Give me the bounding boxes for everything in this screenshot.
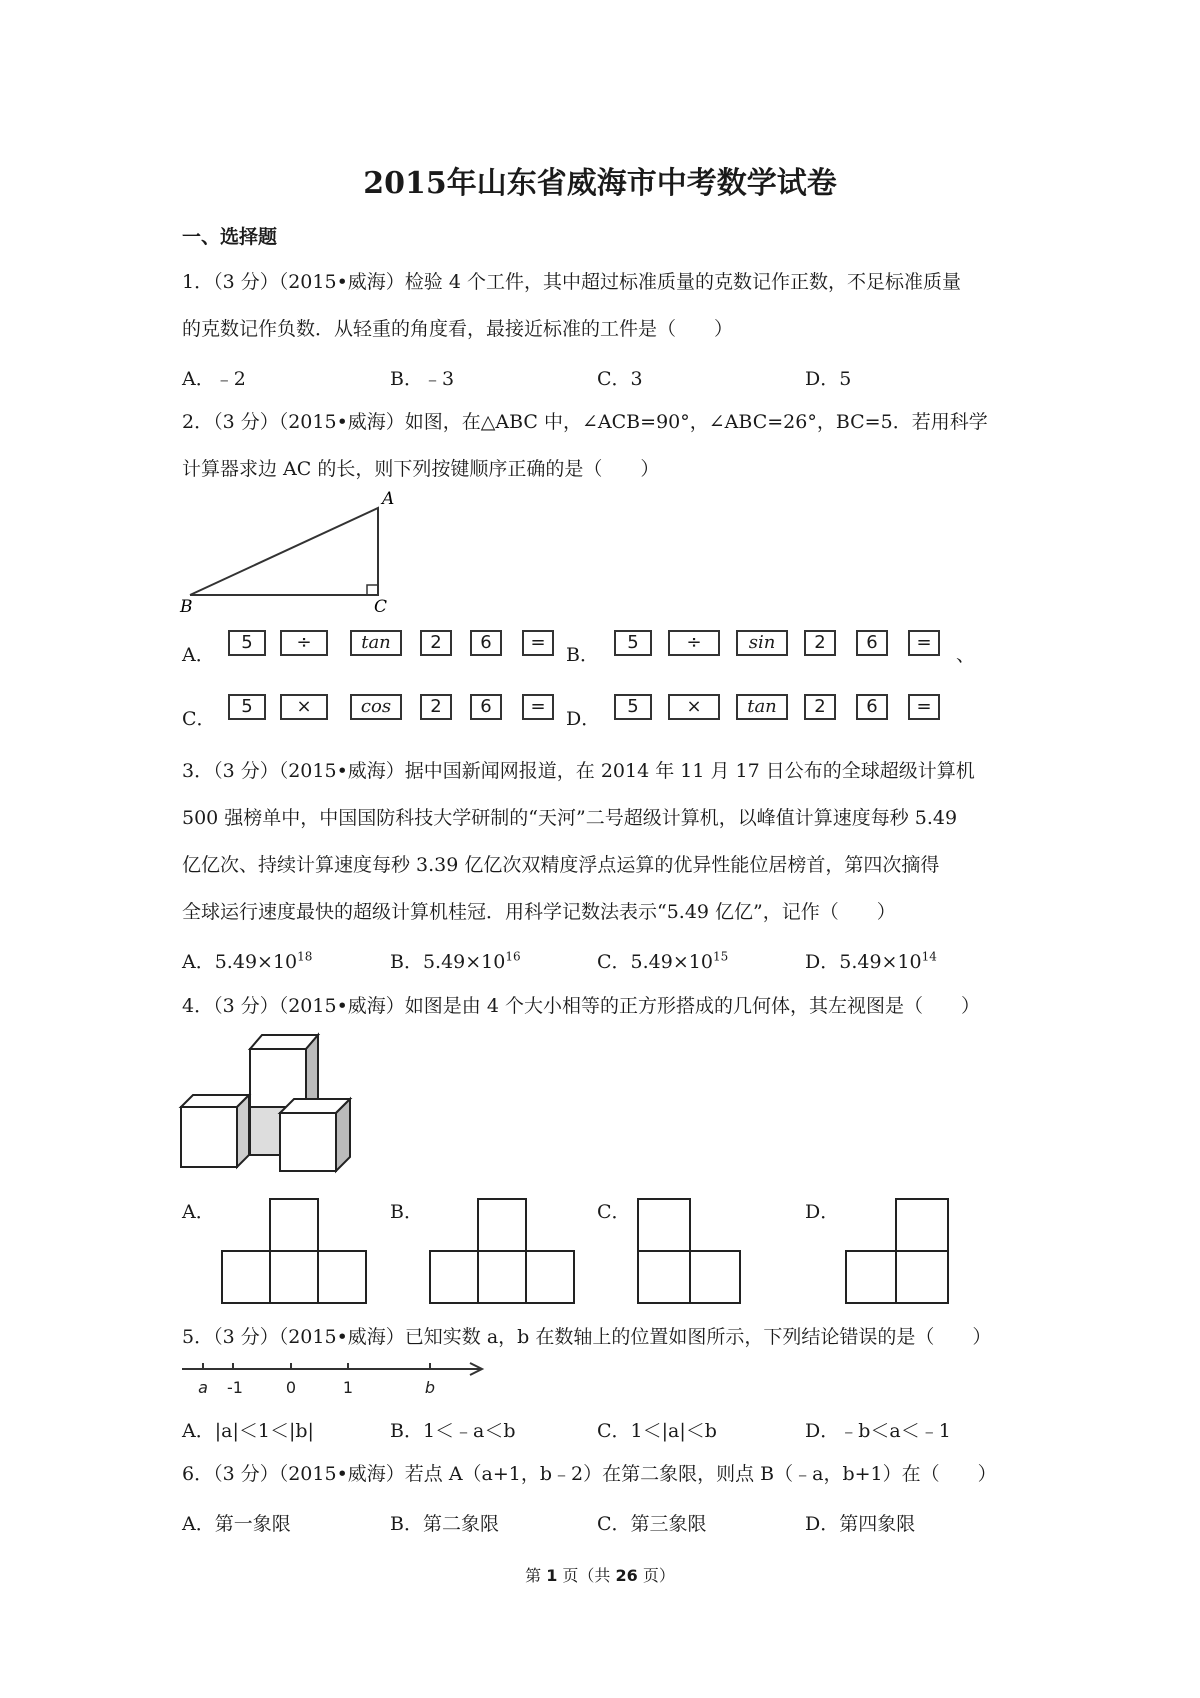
triangle-figure	[178, 490, 398, 615]
q2-line-2: 计算器求边 AC 的长，则下列按键顺序正确的是（ ）	[182, 458, 660, 480]
q4-option-d-label: D．	[805, 1201, 840, 1223]
axis-label-b: b	[424, 1378, 436, 1397]
q5-option-b: B．1＜﹣a＜b	[390, 1420, 516, 1442]
key-2: 2	[804, 630, 836, 656]
q6-option-c: C．第三象限	[597, 1513, 707, 1535]
q4-option-d-view	[842, 1196, 952, 1308]
key-multiply: ×	[280, 694, 328, 720]
q3-line-2: 500 强榜单中，中国国防科技大学研制的“天河”二号超级计算机，以峰值计算速度每秒 5.49	[182, 807, 958, 829]
q6-option-a: A．第一象限	[182, 1513, 291, 1535]
q4-option-b-view	[426, 1196, 576, 1308]
q4-option-c-view	[634, 1196, 744, 1308]
axis-label-minus-1: -1	[227, 1378, 243, 1397]
q5-option-a: A．|a|＜1＜|b|	[182, 1420, 314, 1442]
key-tan: tan	[736, 694, 788, 720]
q6-option-d: D．第四象限	[805, 1513, 916, 1535]
q2-option-a-label: A．	[182, 644, 215, 666]
key-5: 5	[228, 694, 266, 720]
q3-line-3: 亿亿次、持续计算速度每秒 3.39 亿亿次双精度浮点运算的优异性能位居榜首，第四次摘得	[182, 854, 940, 876]
q1-line-2: 的克数记作负数．从轻重的角度看，最接近标准的工件是（ ）	[182, 318, 734, 340]
page-footer: 第 1 页（共 26 页）	[525, 1566, 675, 1585]
q4-option-c-label: C．	[597, 1201, 631, 1223]
key-6: 6	[470, 694, 502, 720]
q6-option-b: B．第二象限	[390, 1513, 499, 1535]
q2-line-1: 2．（3 分）（2015•威海）如图，在△ABC 中，∠ACB=90°，∠ABC=26°，BC=5．若用科学	[182, 411, 988, 433]
page-number: 1	[546, 1566, 558, 1585]
cube-stack-figure	[178, 1027, 358, 1177]
q4-option-a-label: A．	[182, 1201, 215, 1223]
key-cos: cos	[350, 694, 402, 720]
key-tan: tan	[350, 630, 402, 656]
vertex-label-a: A	[382, 490, 395, 509]
q1-line-1: 1．（3 分）（2015•威海）检验 4 个工件，其中超过标准质量的克数记作正数，不足标准质量	[182, 271, 961, 293]
q3-option-a: A．$5.49\times 10^{18}$	[182, 949, 313, 973]
q4-line-1: 4．（3 分）（2015•威海）如图是由 4 个大小相等的正方形搭成的几何体，其左视图是（ ）	[182, 995, 980, 1017]
q3-option-d: D．$5.49\times 10^{14}$	[805, 949, 937, 973]
axis-label-1: 1	[342, 1378, 354, 1397]
page-title: 2015年山东省威海市中考数学试卷	[363, 166, 837, 201]
key-6: 6	[470, 630, 502, 656]
q3-line-4: 全球运行速度最快的超级计算机桂冠．用科学记数法表示“5.49 亿亿”，记作（ ）	[182, 901, 896, 923]
q6-line-1: 6．（3 分）（2015•威海）若点 A（a+1，b﹣2）在第二象限，则点 B（﹣a，b+1）在（ ）	[182, 1463, 997, 1485]
key-5: 5	[228, 630, 266, 656]
key-sin: sin	[736, 630, 788, 656]
vertex-label-c: C	[374, 597, 388, 615]
key-equals: =	[522, 630, 554, 656]
q1-option-c: C．3	[597, 368, 643, 390]
number-line-figure	[178, 1355, 498, 1401]
key-2: 2	[804, 694, 836, 720]
section-heading: 一、选择题	[182, 226, 278, 248]
key-2: 2	[420, 694, 452, 720]
key-divide: ÷	[668, 630, 720, 656]
q3-line-1: 3．（3 分）（2015•威海）据中国新闻网报道，在 2014 年 11 月 17 日公布的全球超级计算机	[182, 760, 975, 782]
q2-option-c-label: C．	[182, 708, 216, 730]
key-divide: ÷	[280, 630, 328, 656]
key-multiply: ×	[668, 694, 720, 720]
q3-option-b: B．$5.49\times 10^{16}$	[390, 949, 521, 973]
q2-option-b-label: B．	[566, 644, 599, 666]
key-5: 5	[614, 694, 652, 720]
key-5: 5	[614, 630, 652, 656]
key-2: 2	[420, 630, 452, 656]
key-equals: =	[522, 694, 554, 720]
q5-option-d: D．﹣b＜a＜﹣1	[805, 1420, 951, 1442]
key-equals: =	[908, 630, 940, 656]
q5-option-c: C．1＜|a|＜b	[597, 1420, 717, 1442]
page-total: 26	[615, 1566, 638, 1585]
q2-option-b-tail: 、	[956, 644, 976, 666]
key-6: 6	[856, 694, 888, 720]
vertex-label-b: B	[180, 597, 193, 615]
q4-option-b-label: B．	[390, 1201, 423, 1223]
q1-option-b: B．﹣3	[390, 368, 455, 390]
q1-option-d: D．5	[805, 368, 852, 390]
q4-option-a-view	[218, 1196, 368, 1308]
q3-option-c: C．$5.49\times 10^{15}$	[597, 949, 729, 973]
axis-label-a: a	[198, 1378, 208, 1397]
q1-option-a: A．﹣2	[182, 368, 246, 390]
key-equals: =	[908, 694, 940, 720]
q2-option-d-label: D．	[566, 708, 601, 730]
key-6: 6	[856, 630, 888, 656]
axis-label-0: 0	[285, 1378, 297, 1397]
q5-line-1: 5．（3 分）（2015•威海）已知实数 a，b 在数轴上的位置如图所示，下列结论错误的是（ ）	[182, 1326, 992, 1348]
